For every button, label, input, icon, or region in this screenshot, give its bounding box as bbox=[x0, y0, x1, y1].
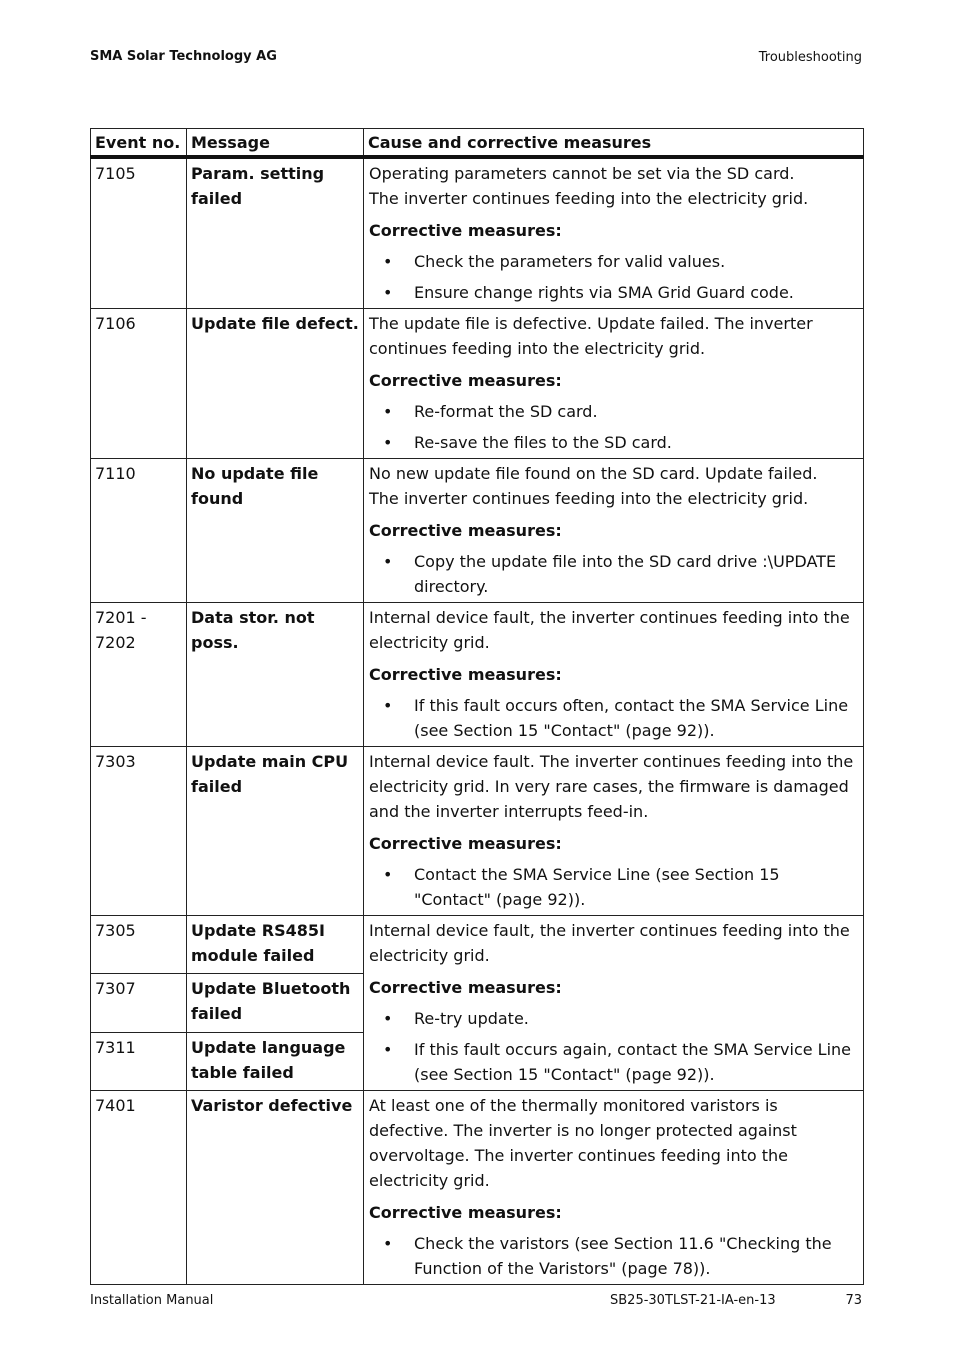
measures-list bbox=[369, 549, 859, 599]
header-section: Troubleshooting bbox=[758, 50, 862, 65]
corrective-label: Corrective measures: bbox=[369, 834, 562, 853]
cause-text: At least one of the thermally monitored varistors is defective. The inverter is no longer protected against overvoltage. The inverter continues feeding into the electricity grid. bbox=[369, 1096, 797, 1190]
measure-item: • If this fault occurs again, contact the SMA Service Line (see Section 15 "Contact" (page 92)). bbox=[369, 1037, 859, 1087]
measure-item: • Ensure change rights via SMA Grid Guard code. bbox=[369, 280, 859, 305]
header-company: SMA Solar Technology AG bbox=[90, 49, 277, 64]
page-number: 73 bbox=[845, 1293, 862, 1308]
event-message: Update RS485I module failed bbox=[187, 916, 364, 974]
event-message: No update file found bbox=[187, 459, 364, 603]
measures-list bbox=[369, 249, 859, 305]
column-header-message: Message bbox=[187, 129, 364, 158]
event-message: Update file defect. bbox=[187, 309, 364, 459]
measure-item: • Check the parameters for valid values. bbox=[369, 249, 859, 274]
corrective-label: Corrective measures: bbox=[369, 665, 562, 684]
cause-text: Internal device fault. The inverter continues feeding into the electricity grid. In very rare cases, the firmware is damaged and the inverter interrupts feed-in. bbox=[369, 752, 854, 821]
cause-cell bbox=[364, 459, 864, 603]
event-message: Update Bluetooth failed bbox=[187, 974, 364, 1032]
cause-text: The inverter continues feeding into the electricity grid. bbox=[369, 189, 809, 208]
event-message: Data stor. not poss. bbox=[187, 603, 364, 747]
measure-item: • If this fault occurs often, contact the SMA Service Line (see Section 15 "Contact" (page 92)). bbox=[369, 693, 859, 743]
measures-list bbox=[369, 399, 859, 455]
cause-text: Internal device fault, the inverter continues feeding into the electricity grid. bbox=[369, 921, 850, 965]
measures-list bbox=[369, 862, 859, 912]
table-row bbox=[91, 459, 864, 603]
corrective-label: Corrective measures: bbox=[369, 371, 562, 390]
cause-text: The inverter continues feeding into the electricity grid. bbox=[369, 489, 809, 508]
cause-text: No new update file found on the SD card. Update failed. bbox=[369, 464, 818, 483]
cause-cell bbox=[364, 747, 864, 916]
cause-text: Internal device fault, the inverter continues feeding into the electricity grid. bbox=[369, 608, 850, 652]
corrective-label: Corrective measures: bbox=[369, 1203, 562, 1222]
footer-manual: Installation Manual bbox=[90, 1293, 214, 1308]
event-number: 7106 bbox=[91, 309, 187, 459]
measure-item: • Re-format the SD card. bbox=[369, 399, 859, 424]
corrective-label: Corrective measures: bbox=[369, 978, 562, 997]
event-number: 7110 bbox=[91, 459, 187, 603]
cause-cell bbox=[364, 309, 864, 459]
event-number: 7105 bbox=[91, 157, 187, 309]
event-number: 7303 bbox=[91, 747, 187, 916]
event-number: 7201 - 7202 bbox=[91, 603, 187, 747]
cause-text: Operating parameters cannot be set via the SD card. bbox=[369, 164, 795, 183]
troubleshooting-table bbox=[90, 128, 864, 1285]
event-number: 7305 bbox=[91, 916, 187, 974]
table-row bbox=[91, 747, 864, 916]
table-row bbox=[91, 916, 864, 974]
measures-list bbox=[369, 1231, 859, 1281]
cause-cell bbox=[364, 603, 864, 747]
table-row bbox=[91, 157, 864, 309]
event-message: Param. setting failed bbox=[187, 157, 364, 309]
event-message: Update language table failed bbox=[187, 1032, 364, 1090]
event-number: 7311 bbox=[91, 1032, 187, 1090]
measure-item: • Re-save the files to the SD card. bbox=[369, 430, 859, 455]
table-row bbox=[91, 309, 864, 459]
event-message: Varistor defective bbox=[187, 1091, 364, 1285]
footer-doc-code: SB25-30TLST-21-IA-en-13 bbox=[610, 1293, 776, 1308]
measure-item: • Check the varistors (see Section 11.6 "Checking the Function of the Varistors" (page 78)). bbox=[369, 1231, 859, 1281]
event-number: 7307 bbox=[91, 974, 187, 1032]
table-header-row bbox=[91, 129, 864, 158]
cause-cell bbox=[364, 157, 864, 309]
event-number: 7401 bbox=[91, 1091, 187, 1285]
cause-cell bbox=[364, 916, 864, 1091]
measures-list bbox=[369, 1006, 859, 1087]
cause-text: The update file is defective. Update failed. The inverter continues feeding into the electricity grid. bbox=[369, 314, 813, 358]
cause-cell bbox=[364, 1091, 864, 1285]
table-row bbox=[91, 603, 864, 747]
column-header-event: Event no. bbox=[91, 129, 187, 158]
table-row bbox=[91, 1091, 864, 1285]
column-header-cause: Cause and corrective measures bbox=[364, 129, 864, 158]
measure-item: • Re-try update. bbox=[369, 1006, 859, 1031]
corrective-label: Corrective measures: bbox=[369, 521, 562, 540]
measures-list bbox=[369, 693, 859, 743]
measure-item: • Contact the SMA Service Line (see Section 15 "Contact" (page 92)). bbox=[369, 862, 859, 912]
measure-item: • Copy the update file into the SD card drive :\UPDATE directory. bbox=[369, 549, 859, 599]
corrective-label: Corrective measures: bbox=[369, 221, 562, 240]
event-message: Update main CPU failed bbox=[187, 747, 364, 916]
